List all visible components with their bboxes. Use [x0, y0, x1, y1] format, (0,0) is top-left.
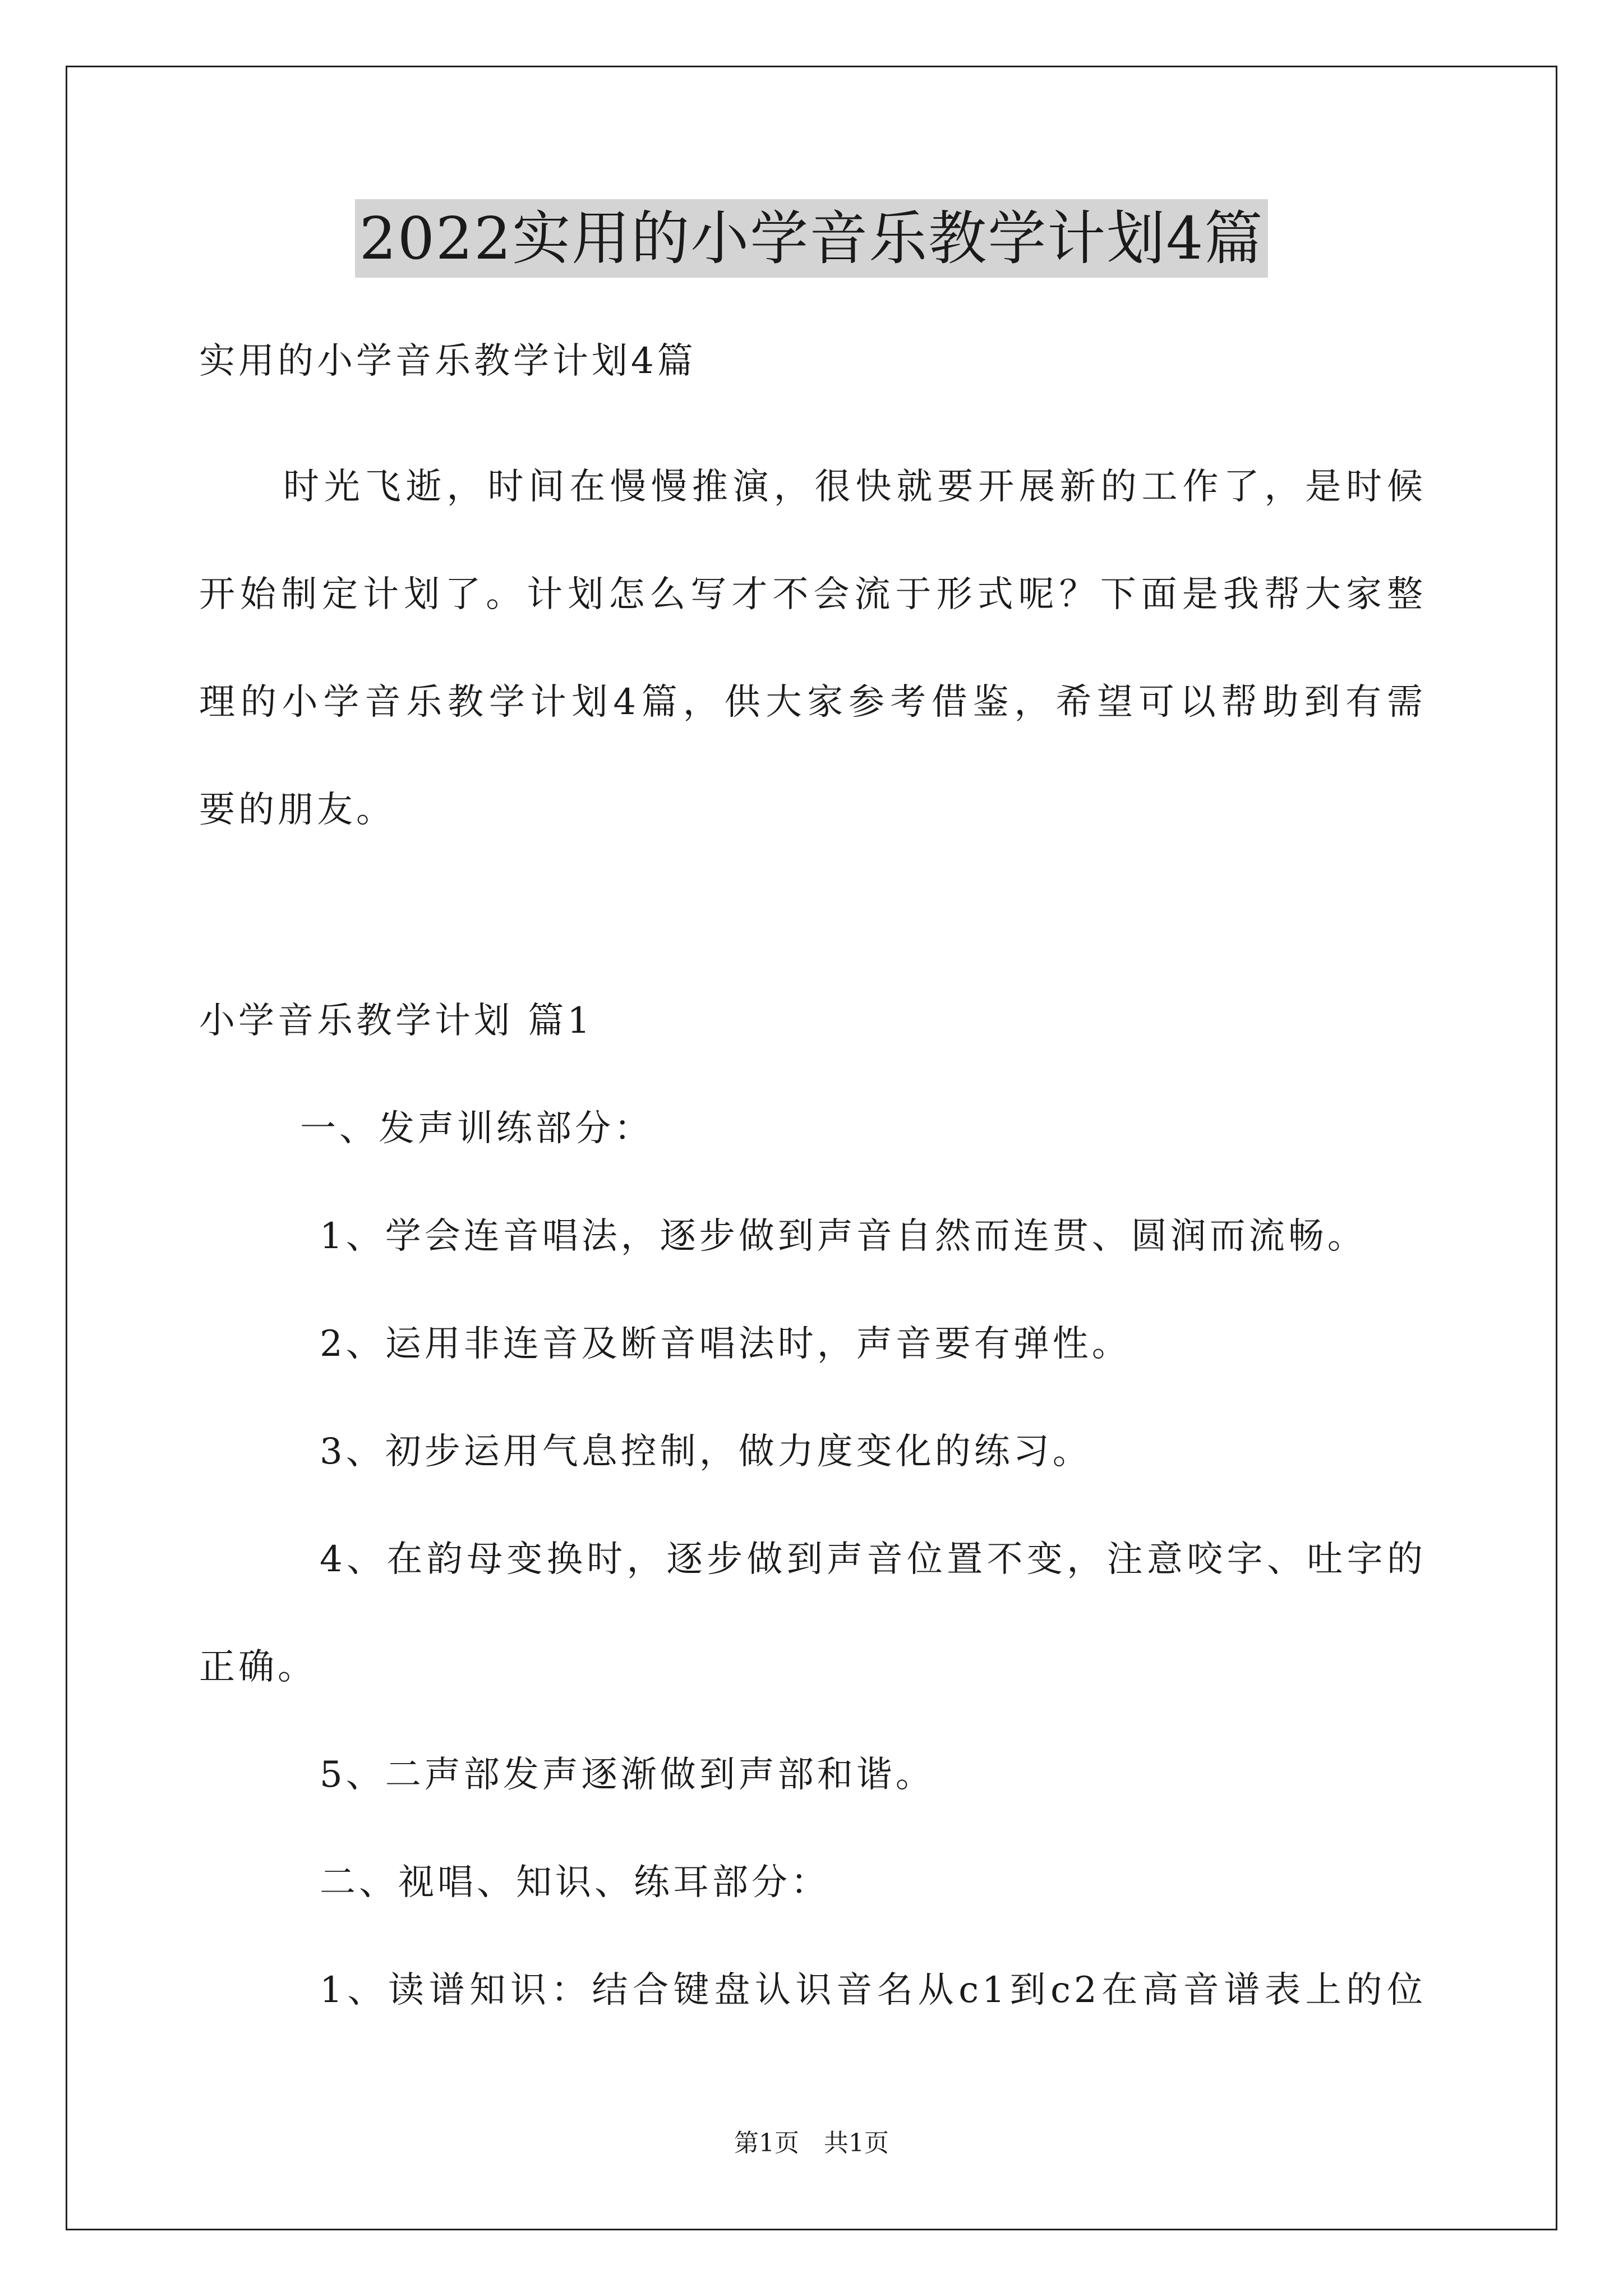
- intro-line-2: 开始制定计划了。计划怎么写才不会流于形式呢？下面是我帮大家整: [199, 574, 1426, 615]
- title-text: 2022实用的小学音乐教学计划4篇: [355, 199, 1269, 278]
- part1-item-4: 4、在韵母变换时，逐步做到声音位置不变，注意咬字、吐字的: [320, 1539, 1426, 1580]
- part2-item-1: 1、读谱知识：结合键盘认识音名从c1到c2在高音谱表上的位: [320, 1970, 1426, 2011]
- part1-item-2: 2、运用非连音及断音唱法时，声音要有弹性。: [320, 1323, 1131, 1365]
- intro-line-3: 理的小学音乐教学计划4篇，供大家参考借鉴，希望可以帮助到有需: [199, 682, 1426, 723]
- section1-heading: 小学音乐教学计划 篇1: [199, 1000, 594, 1042]
- part1-item-5: 5、二声部发声逐渐做到声部和谐。: [320, 1754, 935, 1796]
- document-title: [0, 199, 1623, 278]
- page-border: [66, 66, 1557, 2230]
- part2-heading: 二、视唱、知识、练耳部分：: [320, 1862, 830, 1903]
- part1-item-4-cont: 正确。: [199, 1646, 317, 1688]
- page-footer: 第1页 共1页: [734, 2129, 889, 2157]
- intro-line-1: 时光飞逝，时间在慢慢推演，很快就要开展新的工作了，是时候: [283, 466, 1426, 508]
- part1-heading: 一、发声训练部分：: [300, 1108, 653, 1149]
- subtitle: 实用的小学音乐教学计划4篇: [199, 341, 697, 382]
- part1-item-3: 3、初步运用气息控制，做力度变化的练习。: [320, 1431, 1092, 1473]
- intro-line-4: 要的朋友。: [199, 789, 395, 831]
- part1-item-1: 1、学会连音唱法，逐步做到声音自然而连贯、圆润而流畅。: [320, 1216, 1367, 1257]
